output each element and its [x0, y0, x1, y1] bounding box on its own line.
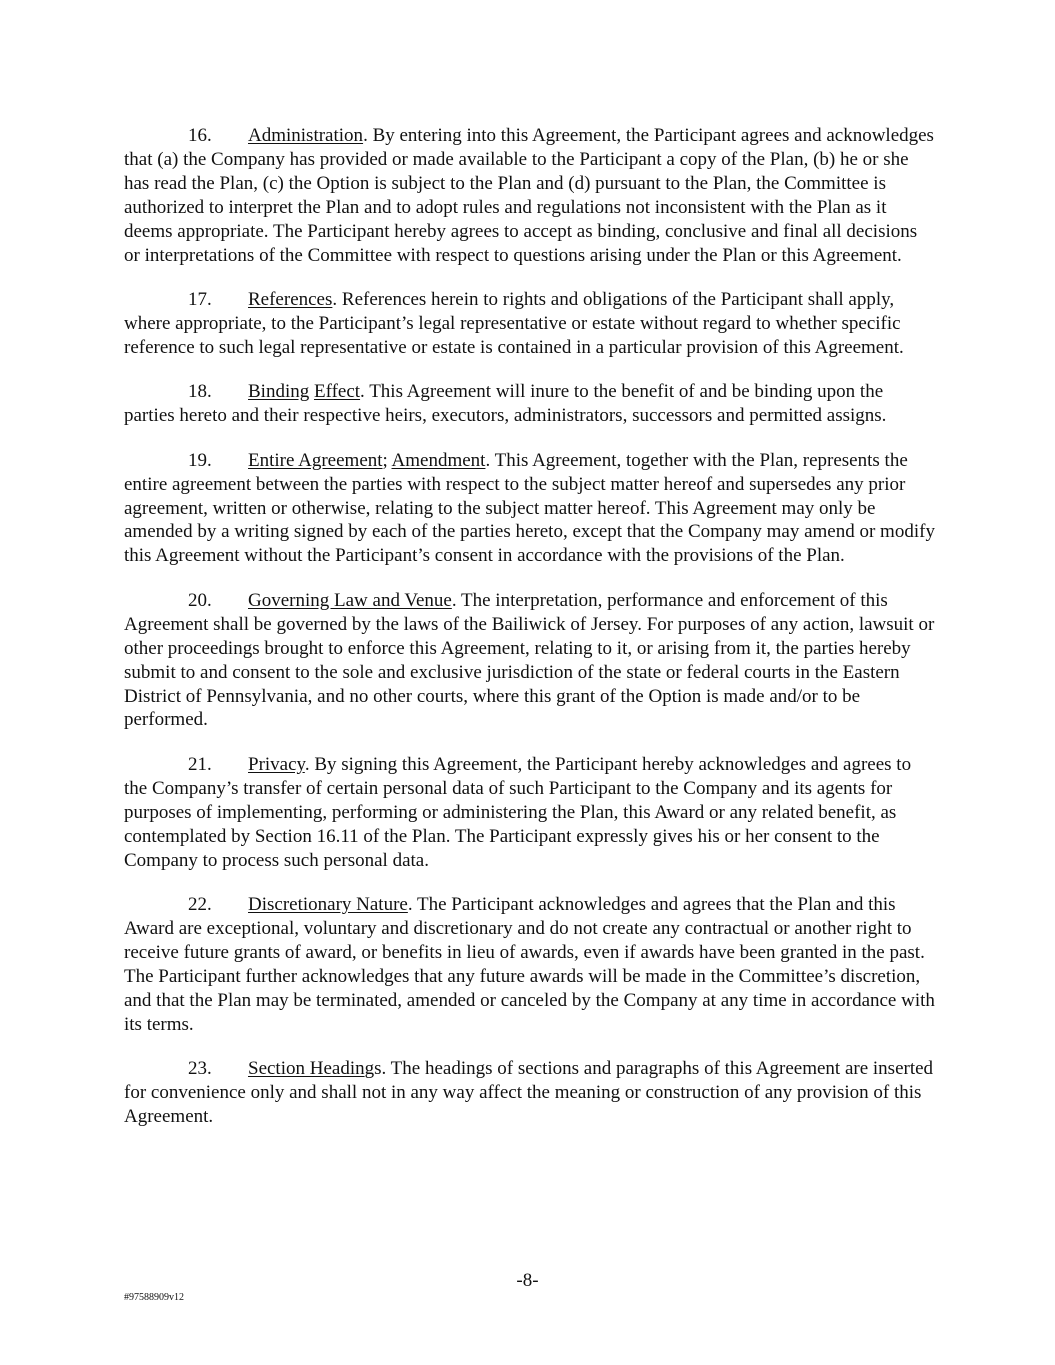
section-heading: Governing Law and Venue — [248, 589, 452, 611]
section-21 — [124, 753, 936, 873]
heading-tail: . — [332, 289, 338, 311]
section-text: References herein to rights and obligations of the Participant shall apply, where appropriate, to the Participant’s legal representative or estate without regard to whether specific reference to such legal representative or estate is contained in a particular provision of this Agreement. — [124, 289, 904, 358]
document-body — [124, 124, 936, 1149]
heading-tail: . — [407, 894, 413, 916]
section-number: 22. — [188, 894, 212, 916]
section-text: By entering into this Agreement, the Participant agrees and acknowledges that (a) the Company has provided or made available to the Participant a copy of the Plan, (b) he or she has read the Plan, (c) the Option is subject to the Plan and (d) pursuant to the Plan, the Committee is authorized to interpret the Plan and to adopt rules and regulations not inconsistent with the Plan as it deems appropriate. The Participant hereby agrees to accept as binding, conclusive and final all decisions or interpretations of the Committee with respect to questions arising under the Plan or this Agreement. — [124, 125, 934, 266]
section-heading-part: Binding — [248, 381, 310, 403]
section-heading-part: Amendment — [391, 449, 486, 471]
section-16 — [124, 124, 936, 267]
section-heading: Section Headin — [248, 1058, 365, 1080]
section-heading: References — [248, 289, 333, 311]
section-number: 21. — [188, 753, 212, 775]
section-text: By signing this Agreement, the Participant hereby acknowledges and agrees to the Company’s transfer of certain personal data of such Participant to the Company and its agents for purposes of implementing, performing or administering the Plan, this Award or any related benefit, as contemplated by Section 16.11 of the Plan. The Participant expressly gives his or her consent to the Company to process such personal data. — [124, 753, 912, 871]
section-text: The Participant acknowledges and agrees that the Plan and this Award are exceptional, voluntary and discretionary and do not create any contractual or another right to receive future grants of award, or benefits in lieu of awards, even if awards have been granted in the past. The Participant further acknowledges that any future awards will be made in the Committee’s discretion, and that the Plan may be terminated, amended or canceled by the Company at any time in accordance with its terms. — [124, 894, 935, 1035]
section-number: 20. — [188, 589, 212, 611]
section-heading: Privacy — [248, 753, 305, 775]
section-22 — [124, 893, 936, 1036]
section-heading-part: Entire Agreement — [248, 449, 383, 471]
section-heading-part: Effect — [313, 381, 361, 403]
section-17 — [124, 288, 936, 360]
section-number: 19. — [188, 449, 212, 471]
heading-separator: ; — [382, 449, 392, 471]
heading-tail: . — [304, 753, 310, 775]
heading-tail: . — [360, 381, 365, 403]
section-text: This Agreement, together with the Plan, represents the entire agreement between the parties with respect to the subject matter hereof and supersedes any prior agreement, written or otherwise, relating to the subject matter hereof. This Agreement may only be amended by a writing signed by each of the parties hereto, except that the Company may amend or modify this Agreement without the Participant’s consent in accordance with the provisions of the Plan. — [124, 449, 935, 567]
heading-tail: . — [451, 589, 457, 611]
heading-tail: . — [363, 125, 368, 146]
page-number: -8- — [516, 1270, 539, 1291]
section-text: The headings of sections and paragraphs of this Agreement are inserted for convenience only and shall not in any way affect the meaning or construction of any provision of this Agreement. — [124, 1058, 934, 1127]
section-number: 16. — [188, 125, 212, 146]
section-23 — [124, 1057, 936, 1129]
document-id: #97588909v12 — [124, 1292, 184, 1303]
heading-tail: gs. — [364, 1058, 387, 1080]
section-text: The interpretation, performance and enforcement of this Agreement shall be governed by the laws of the Bailiwick of Jersey. For purposes of any action, lawsuit or other proceedings brought to enforce this Agreement, relating to it, or arising from it, the parties hereby submit to and consent to the sole and exclusive jurisdiction of the state or federal courts in the Eastern District of Pennsylvania, and no other courts, where this grant of the Option is made and/or to be performed. — [124, 589, 935, 731]
section-number: 23. — [188, 1058, 212, 1080]
section-19 — [124, 449, 936, 569]
section-number: 18. — [188, 381, 212, 403]
section-text: This Agreement will inure to the benefit of and be binding upon the parties hereto and their respective heirs, executors, administrators, successors and permitted assigns. — [124, 381, 887, 427]
heading-tail: . — [485, 449, 491, 471]
section-18 — [124, 380, 936, 428]
section-20 — [124, 589, 936, 732]
section-heading: Discretionary Nature — [248, 894, 408, 916]
section-heading: Administration — [248, 125, 364, 146]
section-number: 17. — [188, 289, 212, 311]
